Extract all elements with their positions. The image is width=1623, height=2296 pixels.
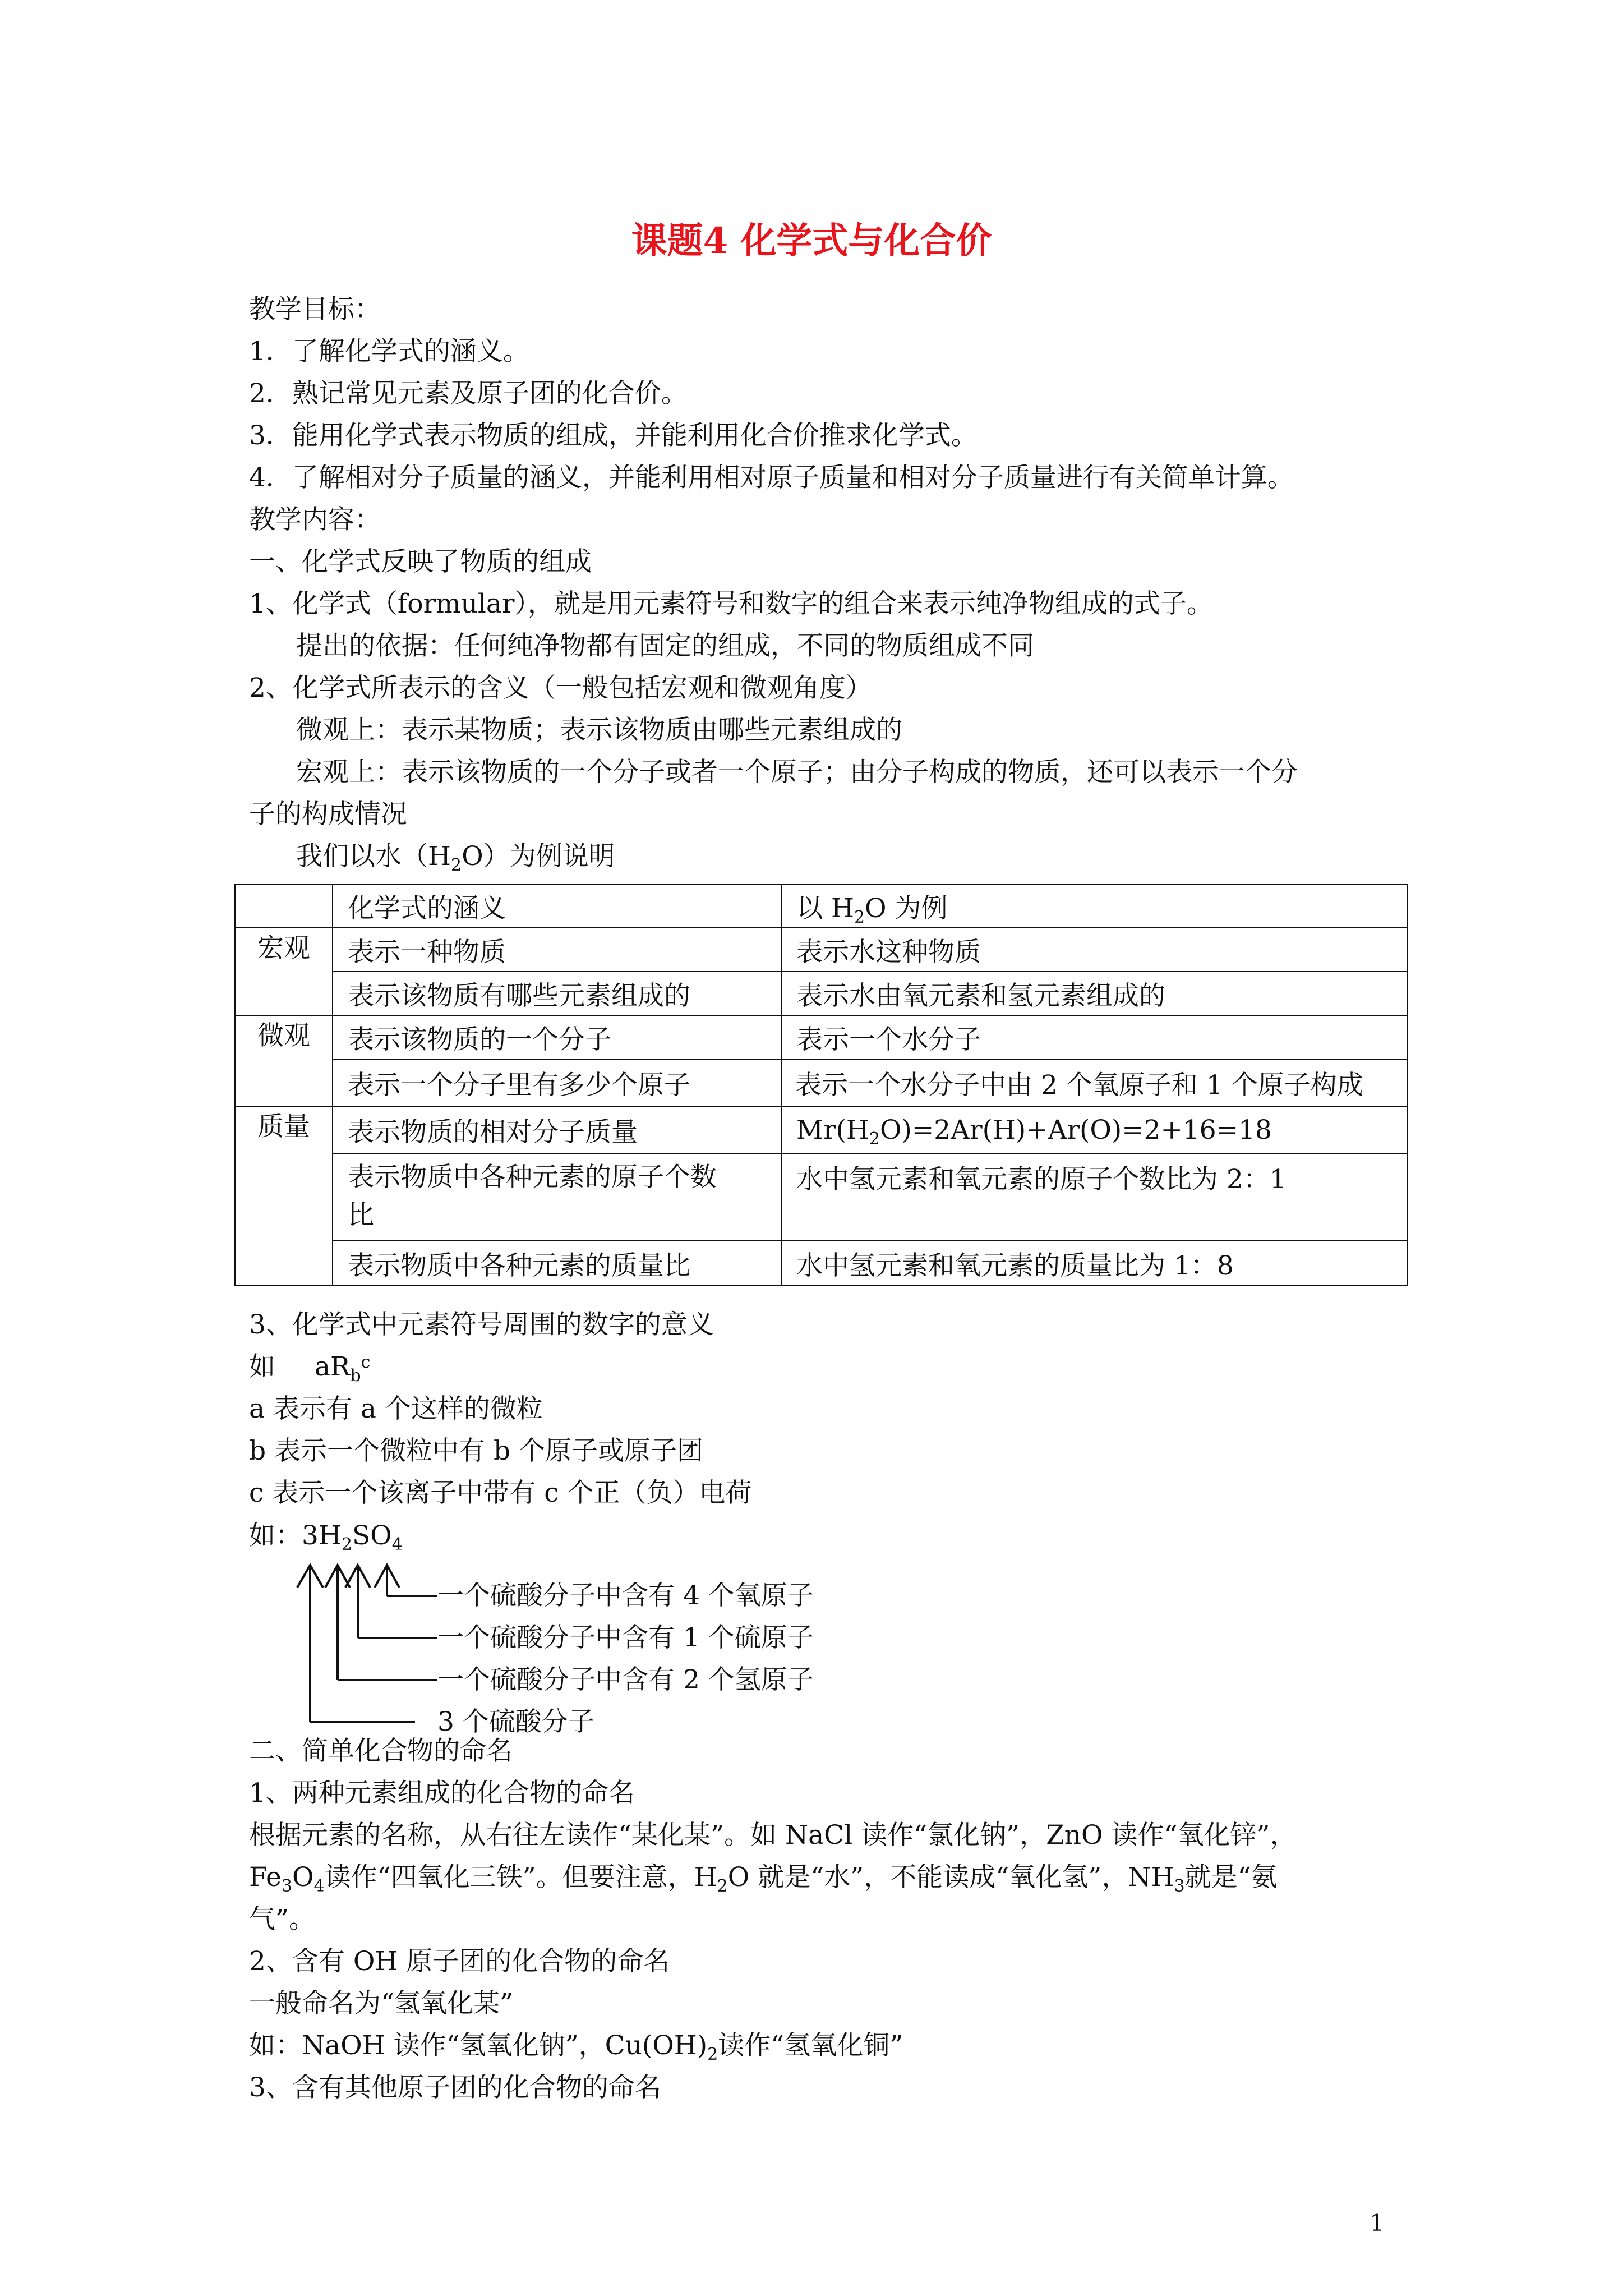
arrow-note-oxygen: 一个硫酸分子中含有 4 个氧原子	[437, 1580, 814, 1611]
objective-item: 2．熟记常见元素及原子团的化合价。	[249, 378, 688, 409]
section2-s1-p1: 根据元素的名称，从右往左读作“某化某”。如 NaCl 读作“氯化钠”，ZnO 读作“氧化锌”，	[249, 1820, 1297, 1851]
section2-s1-p2: $Fe_3O_4$读作“四氧化三铁”。但要注意，$H_2O$ 就是“水”，不能读成“氧化氢”，$NH_3$就是“氨	[249, 1862, 1278, 1896]
arrow-note-sulfur: 一个硫酸分子中含有 1 个硫原子	[437, 1622, 814, 1653]
sulfuric-acid-formula: 如：$3H_2SO_4$	[249, 1520, 403, 1554]
section3-b: b 表示一个微粒中有 b 个原子或原子团	[249, 1435, 703, 1466]
objective-item: 4．了解相对分子质量的涵义，并能利用相对原子质量和相对分子质量进行有关简单计算。	[249, 462, 1294, 493]
arrow-note-hydrogen: 一个硫酸分子中含有 2 个氢原子	[437, 1664, 814, 1695]
table-cell: 表示物质的相对分子质量	[333, 1106, 781, 1153]
section1-p2: 2、化学式所表示的含义（一般包括宏观和微观角度）	[249, 673, 872, 703]
table-header-blank	[235, 884, 333, 928]
table-row	[235, 1153, 1407, 1241]
section2-s1: 1、两种元素组成的化合物的命名	[249, 1778, 635, 1809]
section3-heading: 3、化学式中元素符号周围的数字的意义	[249, 1309, 714, 1340]
table-cell: 表示该物质的一个分子	[333, 1015, 781, 1059]
table-cell: 水中氢元素和氧元素的质量比为 1：8	[781, 1241, 1407, 1286]
table-cell: 表示物质中各种元素的质量比	[333, 1241, 781, 1286]
table-cell: 表示水由氧元素和氢元素组成的	[781, 972, 1407, 1015]
table-row	[235, 972, 1407, 1015]
section1-p1b: 提出的依据：任何纯净物都有固定的组成，不同的物质组成不同	[296, 631, 1034, 661]
table-cell: 水中氢元素和氧元素的原子个数比为 2：1	[781, 1153, 1407, 1241]
table-cell: 表示一个分子里有多少个原子	[333, 1059, 781, 1106]
water-example-intro: 我们以水$(H_2O)$为例说明	[296, 841, 615, 875]
table-row	[235, 1015, 1407, 1059]
table-row	[235, 1059, 1407, 1106]
section2-s2-p1: 一般命名为“氢氧化某”	[249, 1988, 514, 2019]
formula-meaning-table	[234, 884, 1408, 1286]
table-row	[235, 928, 1407, 972]
table-cell: 表示一种物质	[333, 928, 781, 972]
section1-p1: 1、化学式（formular），就是用元素符号和数字的组合来表示纯净物组成的式子。	[249, 588, 1213, 619]
page-title: 课题4 化学式与化合价	[631, 220, 992, 262]
page-number: 1	[1370, 2209, 1385, 2237]
table-header-row	[235, 884, 1407, 928]
section1-p2b-cont: 子的构成情况	[249, 799, 407, 830]
table-cell: 表示一个水分子中由 2 个氧原子和 1 个原子构成	[781, 1059, 1407, 1106]
section2-s2-p2: 如：NaOH 读作“氢氧化钠”，$Cu(OH)_2$读作“氢氧化铜”	[249, 2030, 903, 2064]
table-cell: 表示该物质有哪些元素组成的	[333, 972, 781, 1015]
section1-heading: 一、化学式反映了物质的组成	[249, 546, 592, 577]
objective-item: 3．能用化学式表示物质的组成，并能利用化合价推求化学式。	[249, 420, 978, 451]
table-row	[235, 1106, 1407, 1153]
table-cell: 表示一个水分子	[781, 1015, 1407, 1059]
section3-a: a 表示有 a 个这样的微粒	[249, 1393, 543, 1424]
section1-p2a: 微观上：表示某物质；表示该物质由哪些元素组成的	[296, 715, 902, 746]
content-heading: 教学内容：	[249, 504, 381, 535]
group-micro: 微观	[235, 1015, 333, 1106]
section2-s3: 3、含有其他原子团的化合物的命名	[249, 2072, 661, 2103]
section2-s2: 2、含有 OH 原子团的化合物的命名	[249, 1946, 670, 1977]
table-header-example: 以 $H_2O$ 为例	[781, 884, 1407, 928]
group-macro: 宏观	[235, 928, 333, 1015]
section3-c: c 表示一个该离子中带有 c 个正（负）电荷	[249, 1478, 752, 1508]
table-cell: 表示物质中各种元素的原子个数 比	[333, 1153, 781, 1241]
table-cell: $Mr(H_2O)=2Ar(H)+Ar(O)=2+16=18$	[781, 1106, 1407, 1153]
section3-example-general: 如 $aR_b^c$	[249, 1351, 371, 1386]
table-row	[235, 1241, 1407, 1286]
arrow-note-molecules: 3 个硫酸分子	[437, 1706, 594, 1737]
objectives-heading: 教学目标：	[249, 294, 381, 325]
objective-item: 1．了解化学式的涵义。	[249, 336, 529, 367]
section1-p2b: 宏观上：表示该物质的一个分子或者一个原子；由分子构成的物质，还可以表示一个分	[296, 757, 1298, 788]
table-header-meaning: 化学式的涵义	[333, 884, 781, 928]
table-cell: 表示水这种物质	[781, 928, 1407, 972]
section2-heading: 二、简单化合物的命名	[249, 1736, 513, 1766]
group-mass: 质量	[235, 1106, 333, 1286]
section2-s1-p3: 气”。	[249, 1904, 316, 1935]
